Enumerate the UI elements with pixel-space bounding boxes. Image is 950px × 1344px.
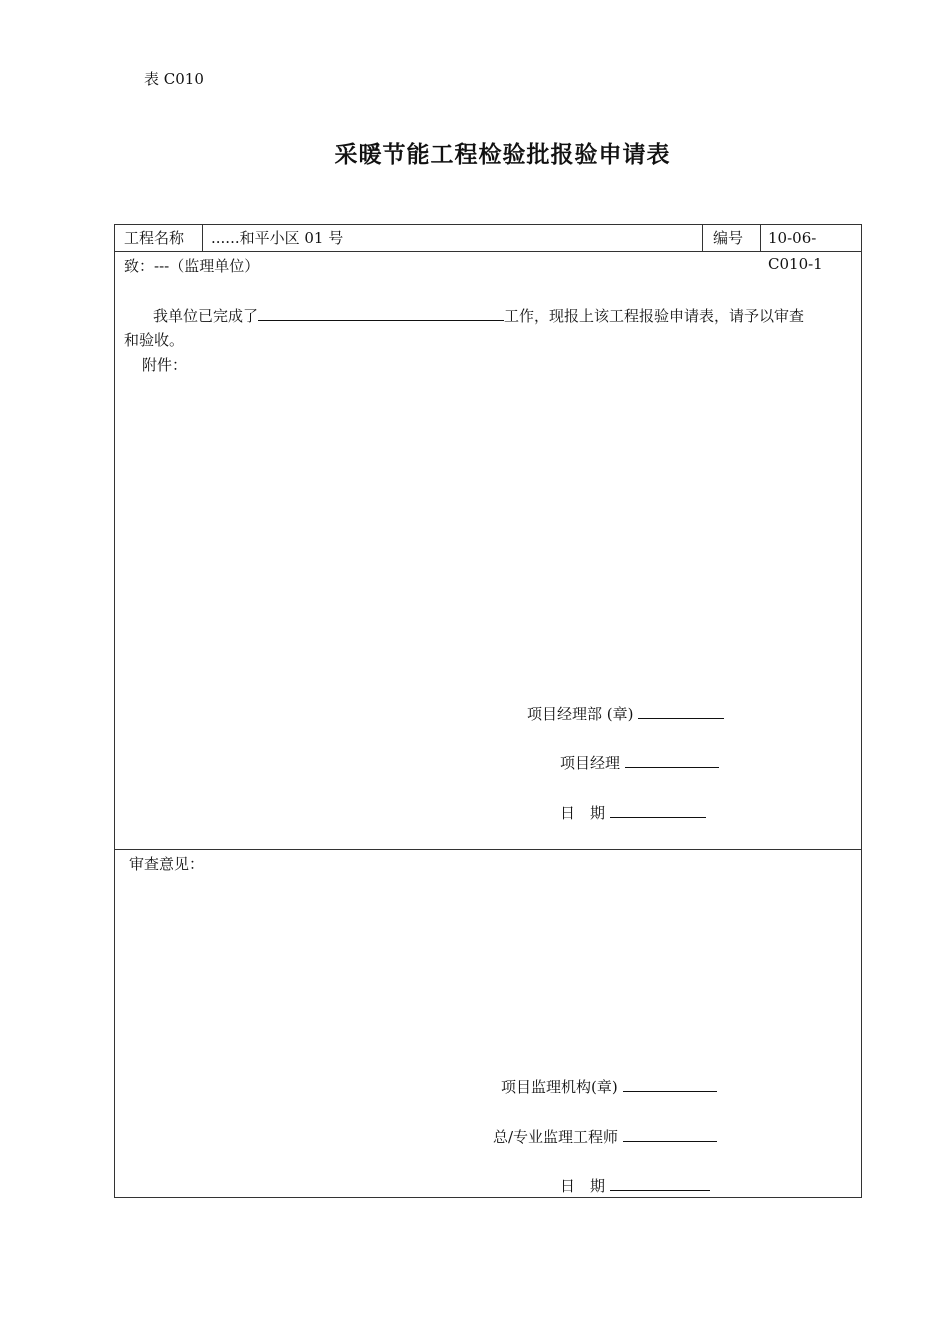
date-blank-bottom[interactable]	[610, 1176, 710, 1191]
section-divider	[115, 849, 861, 850]
body-cont: 和验收。	[124, 331, 185, 349]
number-value[interactable]: 10-06-C010-1	[768, 229, 823, 273]
engineer-label: 总/专业监理工程师	[493, 1128, 619, 1146]
manager-label: 项目经理	[560, 754, 621, 772]
attachment-label: 附件：	[142, 356, 188, 374]
manager-blank[interactable]	[625, 753, 719, 768]
date-label-bottom: 日 期	[560, 1177, 606, 1195]
application-form	[114, 224, 862, 1198]
manager-line	[560, 752, 719, 773]
date-line-bottom	[560, 1175, 710, 1196]
dept-seal-blank[interactable]	[638, 704, 724, 719]
supervision-org-blank[interactable]	[623, 1077, 717, 1092]
dept-seal-label: 项目经理部 (章)	[527, 705, 634, 723]
body-before: 我单位已完成了	[153, 307, 259, 325]
engineer-blank[interactable]	[623, 1127, 717, 1142]
body-after: 工作，现报上该工程报验申请表，请予以审查	[504, 307, 805, 325]
to-line: 致：---（监理单位）	[124, 257, 260, 275]
date-line-top	[560, 802, 706, 823]
project-name-label: 工程名称	[115, 225, 203, 251]
date-blank-top[interactable]	[610, 803, 706, 818]
form-code: 表 C010	[144, 70, 204, 88]
completed-work-blank[interactable]	[258, 306, 504, 321]
date-label-top: 日 期	[560, 804, 606, 822]
review-label: 审查意见：	[129, 855, 205, 873]
application-body	[153, 305, 804, 326]
engineer-line	[493, 1126, 717, 1147]
page-title: 采暖节能工程检验批报验申请表	[334, 142, 671, 168]
number-label: 编号	[703, 225, 761, 251]
project-name-value[interactable]: ......和平小区 01 号	[203, 225, 703, 251]
supervision-org-line	[501, 1076, 717, 1097]
dept-seal-line	[527, 703, 724, 724]
supervision-org-label: 项目监理机构(章)	[501, 1078, 618, 1096]
